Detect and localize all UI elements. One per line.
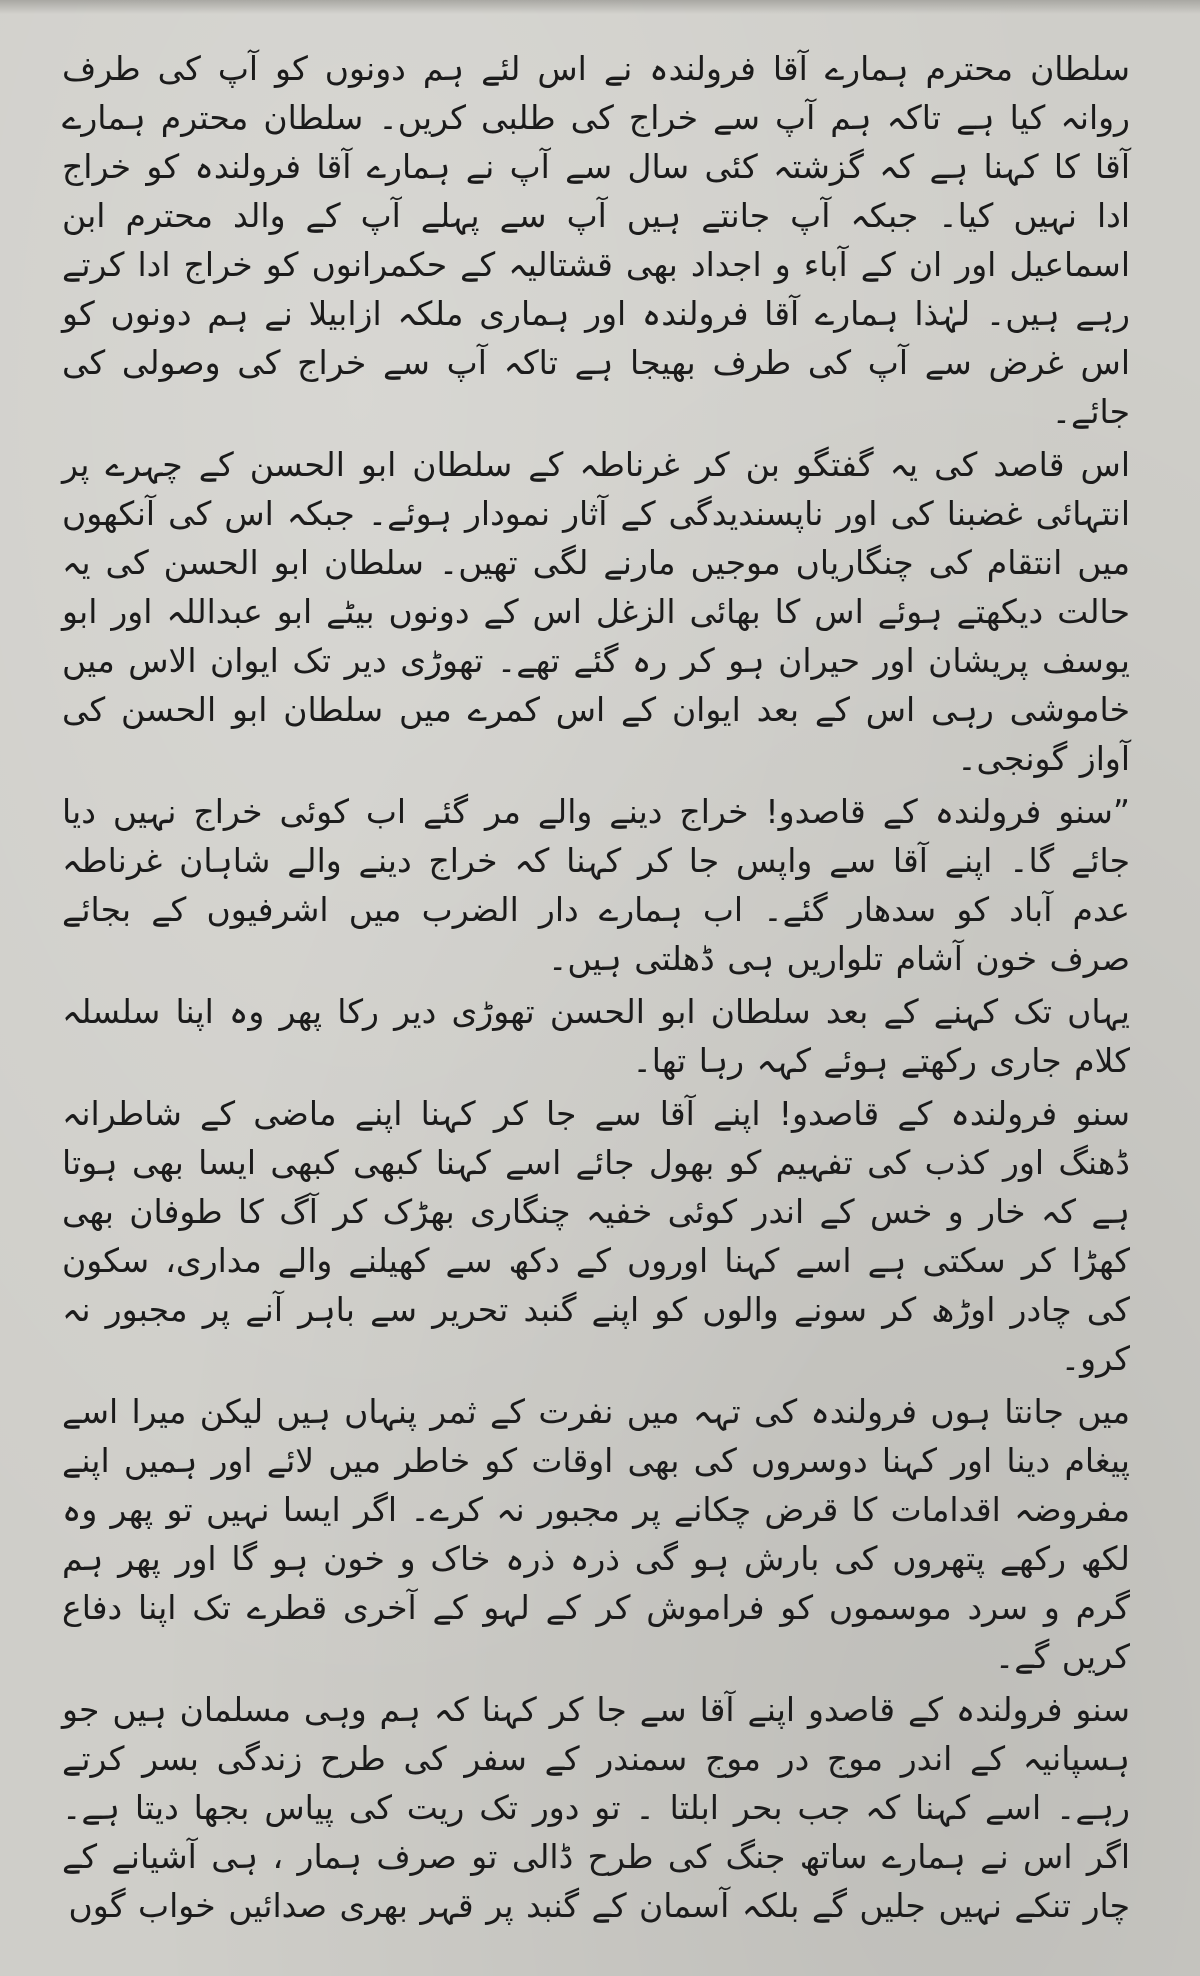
paragraph: سلطان محترم ہمارے آقا فرولندہ نے اس لئے ہم دونوں کو آپ کی طرف روانہ کیا ہے تاکہ ہم آپ سے خراج کی طلبی کریں۔ سلطان محترم ہمارے آقا کا کہنا ہے کہ گزشتہ کئی سال سے آپ نے ہمارے آقا فرولندہ کو خراج ادا نہیں کیا۔ جبکہ آپ جانتے ہیں آپ سے پہلے آپ کے والد محترم ابن اسماعیل اور ان کے آباء و اجداد بھی قشتالیہ کے حکمرانوں کو خراج ادا کرتے رہے ہیں۔ لہٰذا ہمارے آقا فرولندہ اور ہماری ملکہ ازابیلا نے ہم دونوں کو اس غرض سے آپ کی طرف بھیجا ہے تاکہ آپ سے خراج کی وصولی کی جائے۔: [62, 49, 1130, 431]
paragraph: سنو فرولندہ کے قاصدو اپنے آقا سے جا کر کہنا کہ ہم وہی مسلمان ہیں جو ہسپانیہ کے اندر موج در موج سمندر کے سفر کی طرح زندگی بسر کرتے رہے۔ اسے کہنا کہ جب بحر ابلتا ۔ تو دور تک ریت کی پیاس بجھا دیتا ہے۔ اگر اس نے ہمارے ساتھ جنگ کی طرح ڈالی تو صرف ہمار ، ہی آشیانے کے چار تنکے نہیں جلیں گے بلکہ آسمان کے گنبد پر قہر بھری صدائیں خواب گوں: [62, 1690, 1130, 1925]
paragraph: ”سنو فرولندہ کے قاصدو! خراج دینے والے مر گئے اب کوئی خراج نہیں دیا جائے گا۔ اپنے آقا سے واپس جا کر کہنا کہ خراج دینے والے شاہان غرناطہ عدم آباد کو سدھار گئے۔ اب ہمارے دار الضرب میں اشرفیوں کے بجائے صرف خون آشام تلواریں ہی ڈھلتی ہیں۔: [62, 792, 1130, 978]
paragraph: سنو فرولندہ کے قاصدو! اپنے آقا سے جا کر کہنا اپنے ماضی کے شاطرانہ ڈھنگ اور کذب کی تفہیم کو بھول جائے اسے کہنا کبھی کبھی ایسا بھی ہوتا ہے کہ خار و خس کے اندر کوئی خفیہ چنگاری بھڑک کر آگ کا طوفان بھی کھڑا کر سکتی ہے اسے کہنا اوروں کے دکھ سے کھیلنے والے مداری، سکون کی چادر اوڑھ کر سونے والوں کو اپنے گنبد تحریر سے باہر آنے پر مجبور نہ کرو۔: [62, 1094, 1130, 1378]
paragraph: میں جانتا ہوں فرولندہ کی تہہ میں نفرت کے ثمر پنہاں ہیں لیکن میرا اسے پیغام دینا اور کہنا دوسروں کی بھی اوقات کو خاطر میں لائے اور ہمیں اپنے مفروضہ اقدامات کا قرض چکانے پر مجبور نہ کرے۔ اگر ایسا نہیں تو پھر وہ لکھ رکھے پتھروں کی بارش ہو گی ذرہ ذرہ خاک و خون ہو گا اور پھر ہم گرم و سرد موسموں کو فراموش کر کے لہو کے آخری قطرے تک اپنا دفاع کریں گے۔: [62, 1392, 1130, 1676]
page-body: [62, 44, 1130, 1930]
paragraph: اس قاصد کی یہ گفتگو بن کر غرناطہ کے سلطان ابو الحسن کے چہرے پر انتہائی غضبنا کی اور ناپسندیدگی کے آثار نمودار ہوئے۔ جبکہ اس کی آنکھوں میں انتقام کی چنگاریاں موجیں مارنے لگی تھیں۔ سلطان ابو الحسن کی یہ حالت دیکھتے ہوئے اس کا بھائی الزغل اس کے دونوں بیٹے ابو عبداللہ اور ابو یوسف پریشان اور حیران ہو کر رہ گئے تھے۔ تھوڑی دیر تک ایوان الاس میں خاموشی رہی اس کے بعد ایوان کے اس کمرے میں سلطان ابو الحسن کی آواز گونجی۔: [62, 445, 1130, 778]
paragraph: یہاں تک کہنے کے بعد سلطان ابو الحسن تھوڑی دیر رکا پھر وہ اپنا سلسلہ کلام جاری رکھتے ہوئے کہہ رہا تھا۔: [62, 992, 1130, 1080]
